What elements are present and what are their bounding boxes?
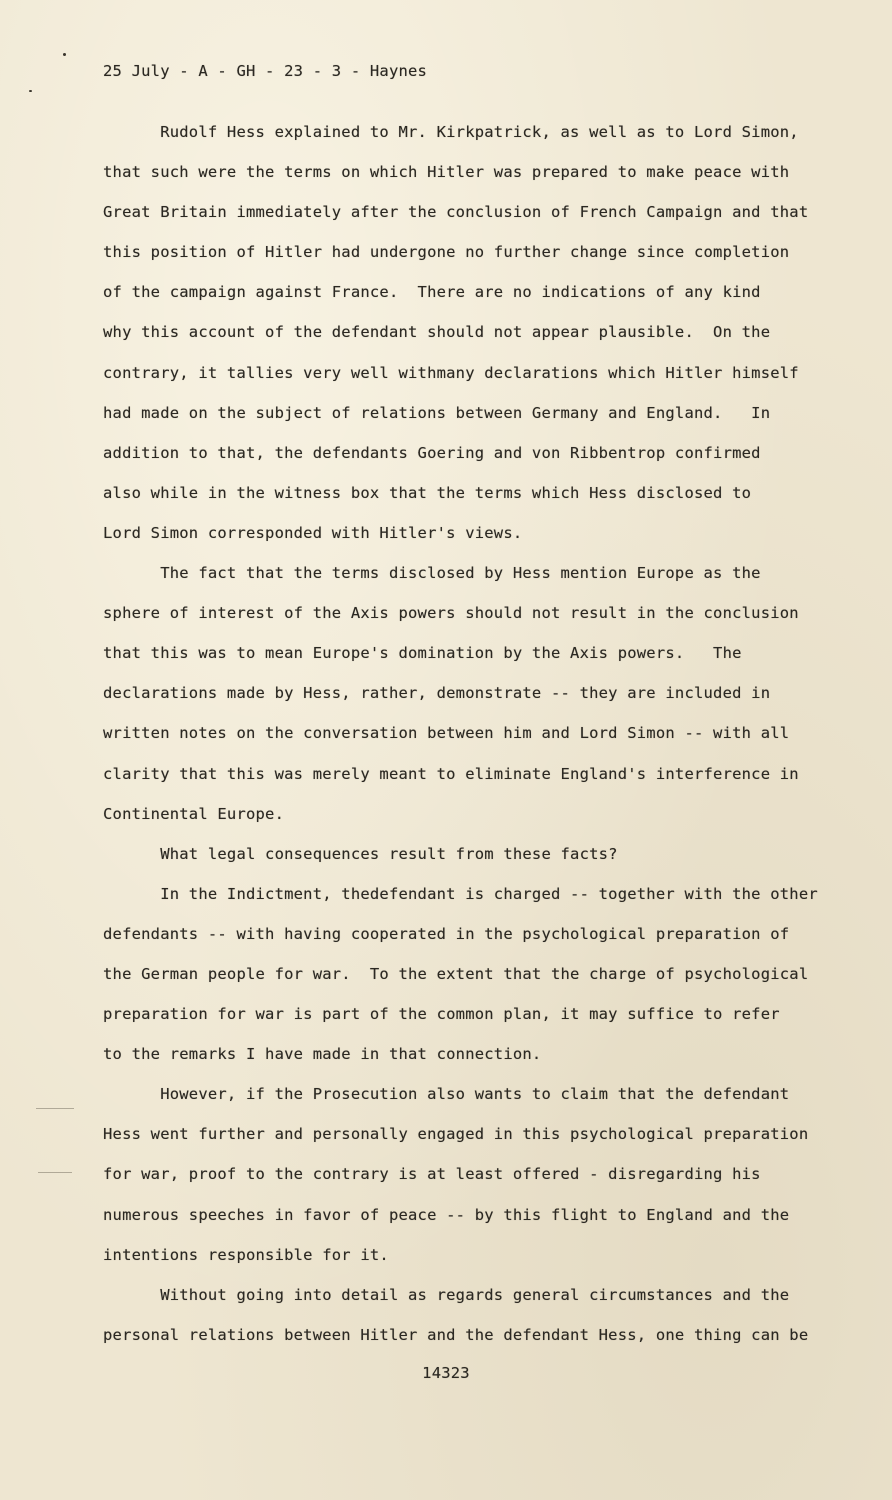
text-line: The fact that the terms disclosed by Hess mention Europe as the [103,564,761,583]
text-line: What legal consequences result from these facts? [103,844,618,863]
text-line: However, if the Prosecution also wants to claim that the defendant [103,1085,790,1104]
text-line: to the remarks I have made in that connection. [103,1045,542,1064]
text-line: also while in the witness box that the terms which Hess disclosed to [103,483,752,502]
faint-margin-mark [36,1108,74,1109]
text-line: numerous speeches in favor of peace -- by this flight to England and the [103,1205,790,1224]
text-line: addition to that, the defendants Goering and von Ribbentrop confirmed [103,443,761,462]
text-line: had made on the subject of relations between Germany and England. In [103,403,771,422]
stray-ink-mark [63,53,66,56]
text-line: Continental Europe. [103,804,285,823]
text-line: this position of Hitler had undergone no further change since completion [103,243,790,262]
text-line: intentions responsible for it. [103,1245,389,1264]
stray-ink-mark [29,90,32,92]
text-line: declarations made by Hess, rather, demonstrate -- they are included in [103,684,771,703]
text-line: contrary, it tallies very well withmany declarations which Hitler himself [103,363,799,382]
text-line: Great Britain immediately after the conclusion of French Campaign and that [103,203,809,222]
text-line: Rudolf Hess explained to Mr. Kirkpatrick, as well as to Lord Simon, [103,123,799,141]
text-line: why this account of the defendant should not appear plausible. On the [103,323,771,342]
text-line: preparation for war is part of the common plan, it may suffice to refer [103,1005,780,1024]
text-line: the German people for war. To the extent that the charge of psychological [103,964,809,983]
text-line: sphere of interest of the Axis powers should not result in the conclusion [103,604,799,623]
text-line: written notes on the conversation between him and Lord Simon -- with all [103,724,790,743]
text-line: for war, proof to the contrary is at least offered - disregarding his [103,1165,761,1184]
text-line: of the campaign against France. There are no indications of any kind [103,283,761,302]
text-line: that this was to mean Europe's domination by the Axis powers. The [103,644,742,663]
text-line: Lord Simon corresponded with Hitler's views. [103,523,523,542]
faint-margin-mark [38,1172,72,1173]
document-header: 25 July - A - GH - 23 - 3 - Haynes [103,62,428,80]
text-line: personal relations between Hitler and the defendant Hess, one thing can be [103,1325,809,1344]
page-number: 14323 [422,1364,470,1382]
document-body [103,117,823,1360]
text-line: defendants -- with having cooperated in the psychological preparation of [103,924,790,943]
text-line: In the Indictment, thedefendant is charged -- together with the other [103,884,818,903]
text-line: that such were the terms on which Hitler was prepared to make peace with [103,163,790,182]
text-line: Without going into detail as regards general circumstances and the [103,1285,790,1304]
text-line: Hess went further and personally engaged in this psychological preparation [103,1125,809,1144]
text-line: clarity that this was merely meant to eliminate England's interference in [103,764,799,783]
